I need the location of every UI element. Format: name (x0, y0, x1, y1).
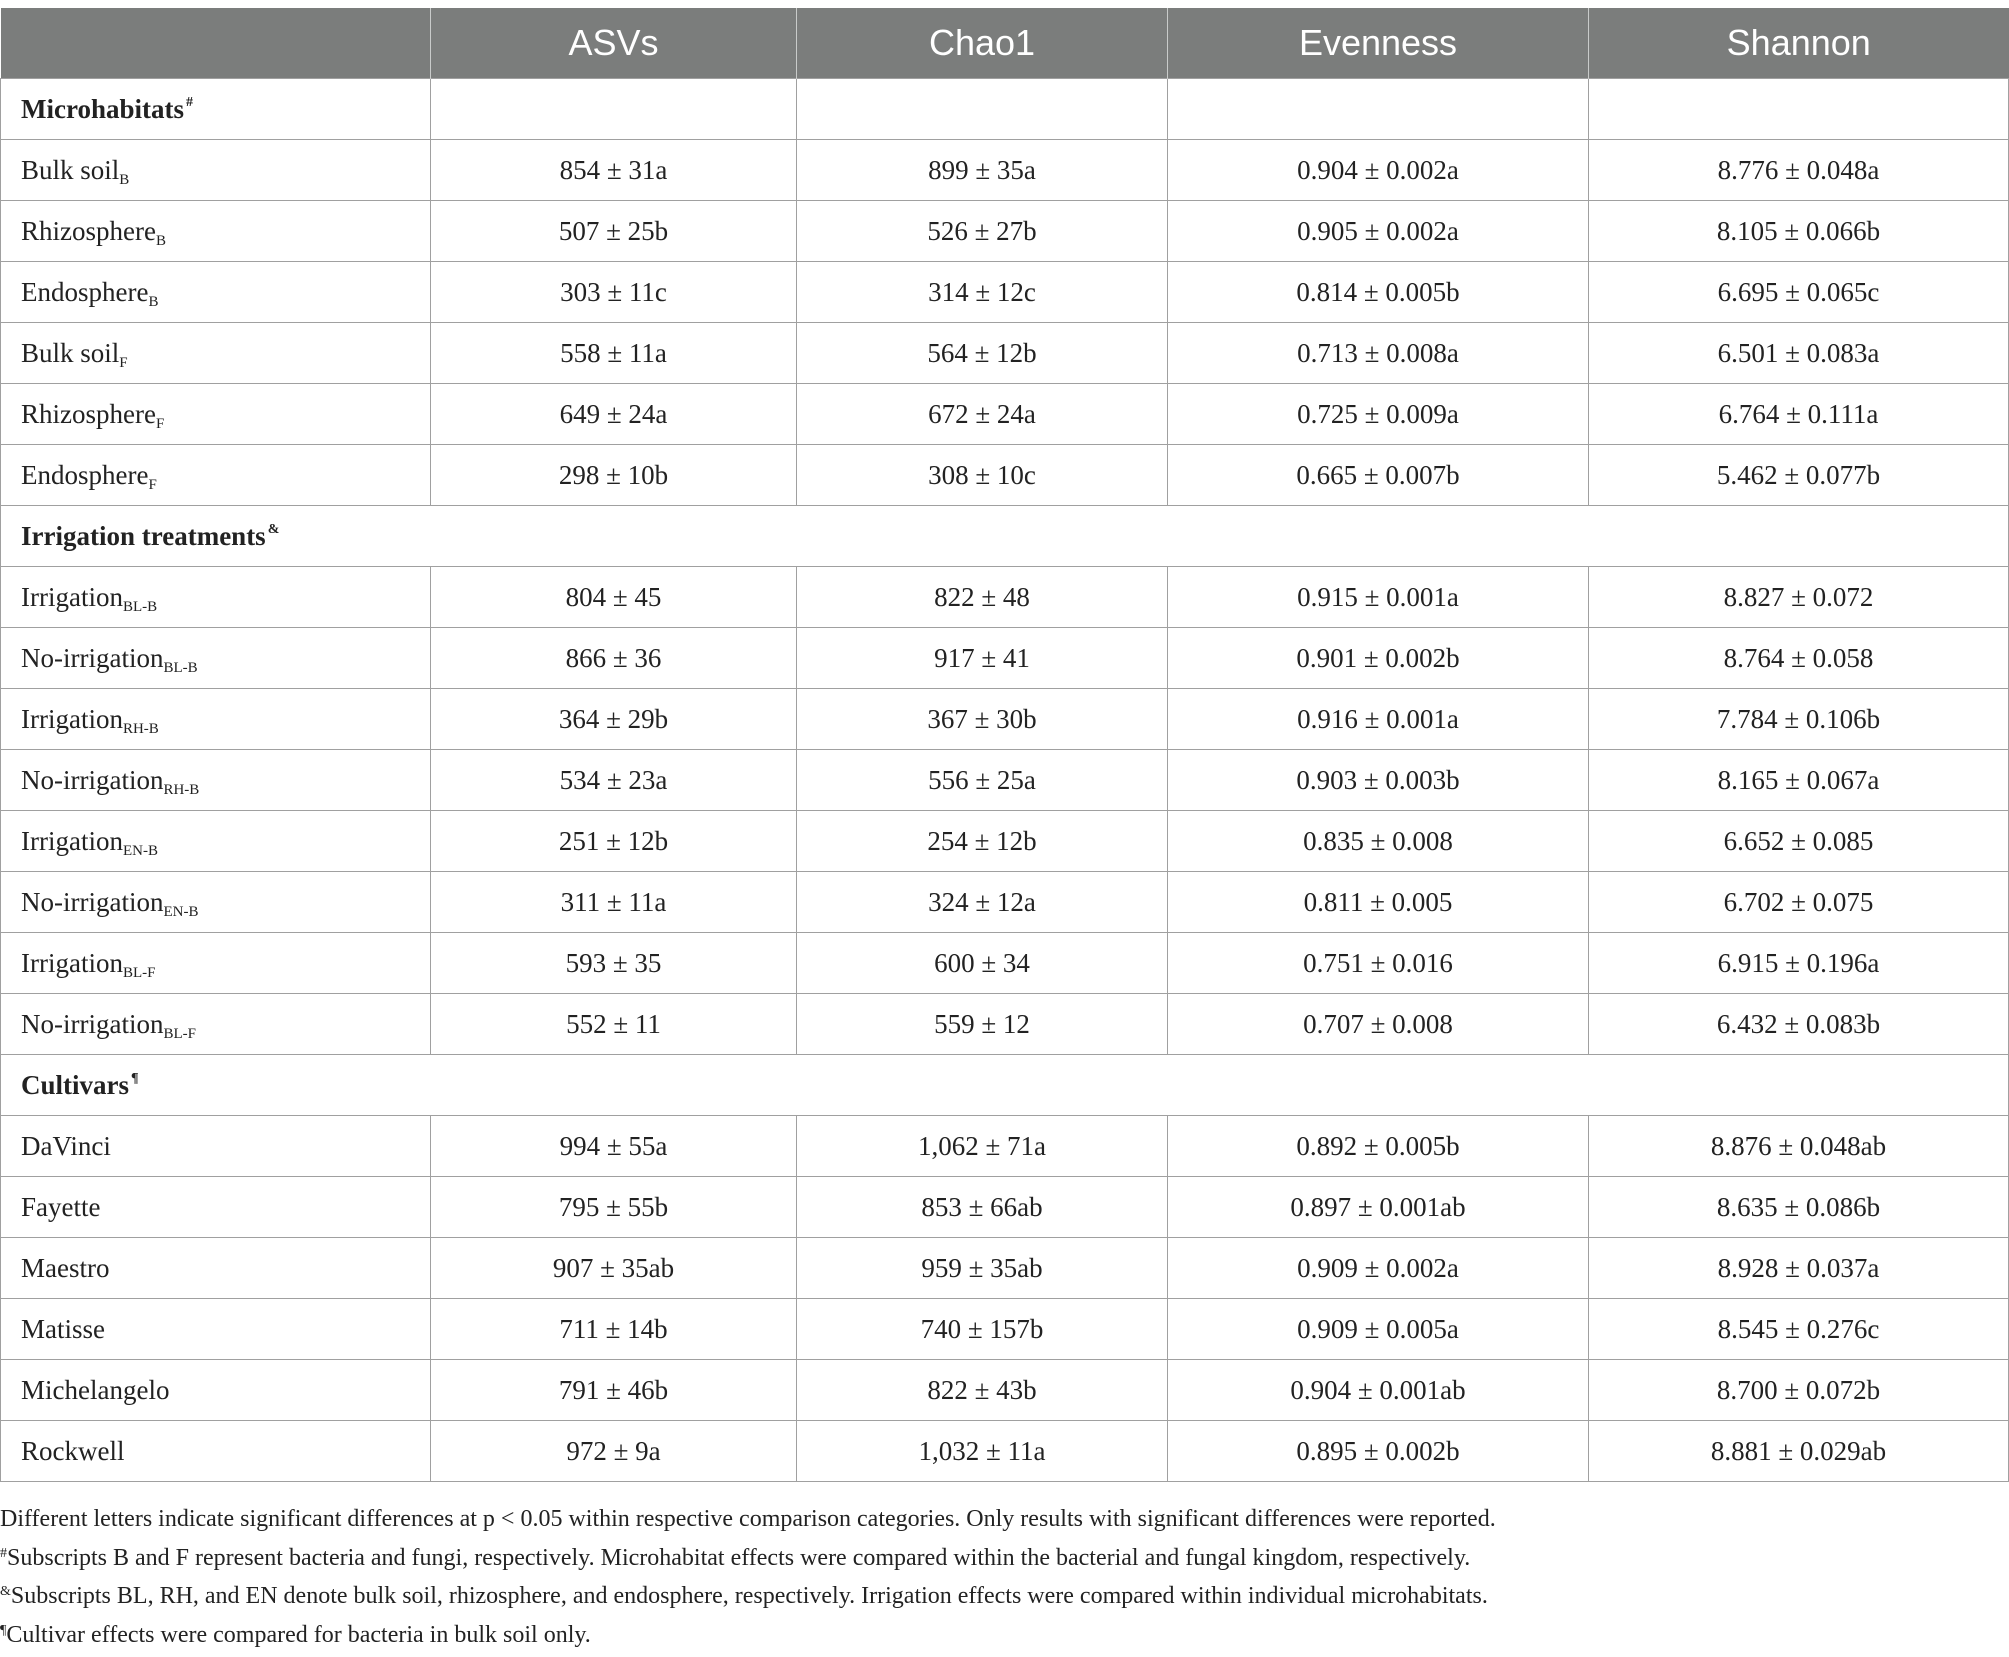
row-label-subscript: F (119, 354, 128, 371)
asvs-value: 711 ± 14b (431, 1299, 797, 1360)
footnote-text: Different letters indicate significant differences at p < 0.05 within respective comparison categories. Only results with significant differences were reported. (0, 1506, 1496, 1532)
evenness-value: 0.814 ± 0.005b (1168, 262, 1589, 323)
evenness-value: 0.901 ± 0.002b (1168, 628, 1589, 689)
asvs-value: 311 ± 11a (431, 872, 797, 933)
empty-cell (797, 79, 1168, 140)
asvs-value: 558 ± 11a (431, 323, 797, 384)
asvs-value: 364 ± 29b (431, 689, 797, 750)
asvs-value: 854 ± 31a (431, 140, 797, 201)
shannon-value: 6.432 ± 0.083b (1589, 994, 2009, 1055)
chao1-value: 314 ± 12c (797, 262, 1168, 323)
shannon-value: 8.876 ± 0.048ab (1589, 1116, 2009, 1177)
row-label (1, 872, 431, 933)
row-label-text: Irrigation (21, 703, 123, 734)
evenness-value: 0.897 ± 0.001ab (1168, 1177, 1589, 1238)
row-label-text: Matisse (21, 1313, 105, 1344)
row-label (1, 1299, 431, 1360)
shannon-value: 7.784 ± 0.106b (1589, 689, 2009, 750)
evenness-value: 0.835 ± 0.008 (1168, 811, 1589, 872)
shannon-value: 6.702 ± 0.075 (1589, 872, 2009, 933)
row-label (1, 262, 431, 323)
evenness-value: 0.811 ± 0.005 (1168, 872, 1589, 933)
chao1-value: 822 ± 48 (797, 567, 1168, 628)
table-row (1, 262, 2009, 323)
row-label (1, 445, 431, 506)
shannon-value: 8.545 ± 0.276c (1589, 1299, 2009, 1360)
section-title-text: Irrigation treatments (21, 520, 266, 551)
row-label (1, 628, 431, 689)
footnote-mark: & (0, 1584, 11, 1599)
table-row (1, 750, 2009, 811)
row-label-subscript: BL-F (122, 964, 156, 981)
shannon-value: 8.928 ± 0.037a (1589, 1238, 2009, 1299)
evenness-value: 0.751 ± 0.016 (1168, 933, 1589, 994)
evenness-value: 0.915 ± 0.001a (1168, 567, 1589, 628)
chao1-value: 254 ± 12b (797, 811, 1168, 872)
evenness-value: 0.892 ± 0.005b (1168, 1116, 1589, 1177)
footnote-text: Subscripts BL, RH, and EN denote bulk soil, rhizosphere, and endosphere, respectively. Irrigation effects were compared within individual microhabitats. (10, 1583, 1488, 1609)
header-cell-chao1: Chao1 (797, 8, 1168, 79)
section-footnote-mark: # (186, 94, 193, 110)
table-footnotes (0, 1500, 2000, 1654)
chao1-value: 526 ± 27b (797, 201, 1168, 262)
footnote-text: Subscripts B and F represent bacteria and fungi, respectively. Microhabitat effects were compared within the bacterial and fungal kingdom, respectively. (7, 1544, 1471, 1571)
table-row (1, 1360, 2009, 1421)
row-label-text: Bulk soil (21, 337, 120, 368)
evenness-value: 0.895 ± 0.002b (1168, 1421, 1589, 1482)
asvs-value: 972 ± 9a (431, 1421, 797, 1482)
table-row (1, 1238, 2009, 1299)
row-label-subscript: B (119, 171, 130, 188)
evenness-value: 0.909 ± 0.005a (1168, 1299, 1589, 1360)
section-title (1, 79, 431, 140)
evenness-value: 0.903 ± 0.003b (1168, 750, 1589, 811)
chao1-value: 564 ± 12b (797, 323, 1168, 384)
chao1-value: 917 ± 41 (797, 628, 1168, 689)
table-row (1, 872, 2009, 933)
row-label (1, 933, 431, 994)
row-label-subscript: BL-F (163, 1025, 196, 1042)
row-label-text: No-irrigation (21, 1008, 164, 1039)
header-cell-evenness: Evenness (1168, 8, 1589, 79)
table-row (1, 445, 2009, 506)
evenness-value: 0.904 ± 0.001ab (1168, 1360, 1589, 1421)
row-label-subscript: EN-B (163, 903, 199, 920)
footnote (0, 1500, 2000, 1539)
alpha-diversity-table (0, 8, 2009, 1482)
row-label-text: Irrigation (21, 581, 123, 612)
shannon-value: 8.776 ± 0.048a (1589, 140, 2009, 201)
asvs-value: 795 ± 55b (431, 1177, 797, 1238)
shannon-value: 8.105 ± 0.066b (1589, 201, 2009, 262)
asvs-value: 298 ± 10b (431, 445, 797, 506)
row-label-subscript: B (155, 232, 166, 249)
shannon-value: 5.462 ± 0.077b (1589, 445, 2009, 506)
chao1-value: 740 ± 157b (797, 1299, 1168, 1360)
row-label (1, 750, 431, 811)
shannon-value: 6.501 ± 0.083a (1589, 323, 2009, 384)
row-label-subscript: B (148, 293, 159, 310)
empty-cell (1168, 79, 1589, 140)
chao1-value: 600 ± 34 (797, 933, 1168, 994)
row-label-text: Michelangelo (21, 1374, 170, 1405)
evenness-value: 0.725 ± 0.009a (1168, 384, 1589, 445)
chao1-value: 1,032 ± 11a (797, 1421, 1168, 1482)
row-label (1, 323, 431, 384)
footnote-text: Cultivar effects were compared for bacteria in bulk soil only. (6, 1621, 591, 1648)
section-title-text: Microhabitats (21, 93, 184, 124)
shannon-value: 8.165 ± 0.067a (1589, 750, 2009, 811)
chao1-value: 853 ± 66ab (797, 1177, 1168, 1238)
asvs-value: 804 ± 45 (431, 567, 797, 628)
row-label-text: Irrigation (21, 825, 123, 856)
table-row (1, 994, 2009, 1055)
table-row (1, 811, 2009, 872)
table-row (1, 628, 2009, 689)
row-label-text: DaVinci (21, 1130, 111, 1161)
chao1-value: 1,062 ± 71a (797, 1116, 1168, 1177)
table-row (1, 1299, 2009, 1360)
row-label-subscript: RH-B (163, 781, 200, 798)
footnote (0, 1616, 2000, 1655)
table-row (1, 1421, 2009, 1482)
table-row (1, 933, 2009, 994)
section-header-row (1, 1055, 2009, 1116)
footnote (0, 1539, 2000, 1578)
section-title-text: Cultivars (21, 1069, 129, 1100)
evenness-value: 0.904 ± 0.002a (1168, 140, 1589, 201)
empty-cell (1589, 79, 2009, 140)
row-label-text: Fayette (21, 1191, 101, 1222)
row-label (1, 1360, 431, 1421)
row-label-subscript: BL-B (122, 598, 158, 615)
header-row (1, 8, 2009, 79)
section-footnote-mark: & (267, 521, 280, 537)
header-cell-label (1, 8, 431, 79)
row-label (1, 567, 431, 628)
row-label-text: Endosphere (21, 459, 149, 490)
table-body (1, 79, 2009, 1482)
row-label-subscript: F (155, 415, 165, 432)
row-label (1, 689, 431, 750)
footnote-mark: # (0, 1545, 7, 1561)
asvs-value: 866 ± 36 (431, 628, 797, 689)
asvs-value: 251 ± 12b (431, 811, 797, 872)
row-label-text: Irrigation (21, 947, 123, 978)
table-row (1, 384, 2009, 445)
section-title (1, 506, 2009, 567)
row-label-subscript: BL-B (163, 659, 198, 676)
row-label-text: No-irrigation (21, 764, 164, 795)
row-label-text: Maestro (21, 1252, 110, 1283)
row-label-text: No-irrigation (21, 642, 164, 673)
evenness-value: 0.713 ± 0.008a (1168, 323, 1589, 384)
footnote (0, 1577, 2000, 1616)
row-label (1, 1421, 431, 1482)
row-label (1, 201, 431, 262)
row-label (1, 1177, 431, 1238)
section-header-row (1, 79, 2009, 140)
empty-cell (431, 79, 797, 140)
header-cell-shannon: Shannon (1589, 8, 2009, 79)
shannon-value: 8.881 ± 0.029ab (1589, 1421, 2009, 1482)
shannon-value: 8.700 ± 0.072b (1589, 1360, 2009, 1421)
chao1-value: 822 ± 43b (797, 1360, 1168, 1421)
chao1-value: 559 ± 12 (797, 994, 1168, 1055)
row-label-text: Bulk soil (21, 154, 120, 185)
chao1-value: 959 ± 35ab (797, 1238, 1168, 1299)
row-label-text: Rockwell (21, 1435, 125, 1466)
row-label (1, 994, 431, 1055)
asvs-value: 507 ± 25b (431, 201, 797, 262)
asvs-value: 907 ± 35ab (431, 1238, 797, 1299)
row-label (1, 384, 431, 445)
evenness-value: 0.916 ± 0.001a (1168, 689, 1589, 750)
evenness-value: 0.707 ± 0.008 (1168, 994, 1589, 1055)
row-label (1, 1238, 431, 1299)
row-label-text: No-irrigation (21, 886, 164, 917)
chao1-value: 899 ± 35a (797, 140, 1168, 201)
asvs-value: 649 ± 24a (431, 384, 797, 445)
shannon-value: 8.635 ± 0.086b (1589, 1177, 2009, 1238)
evenness-value: 0.905 ± 0.002a (1168, 201, 1589, 262)
row-label-subscript: RH-B (122, 720, 159, 737)
table-row (1, 689, 2009, 750)
chao1-value: 324 ± 12a (797, 872, 1168, 933)
data-table-container (0, 8, 2009, 1482)
table-row (1, 323, 2009, 384)
chao1-value: 308 ± 10c (797, 445, 1168, 506)
header-cell-asvs: ASVs (431, 8, 797, 79)
asvs-value: 303 ± 11c (431, 262, 797, 323)
asvs-value: 994 ± 55a (431, 1116, 797, 1177)
footnote-mark: ¶ (0, 1622, 7, 1638)
table-row (1, 1177, 2009, 1238)
asvs-value: 552 ± 11 (431, 994, 797, 1055)
table-row (1, 1116, 2009, 1177)
table-row (1, 201, 2009, 262)
chao1-value: 367 ± 30b (797, 689, 1168, 750)
chao1-value: 556 ± 25a (797, 750, 1168, 811)
section-title (1, 1055, 2009, 1116)
section-footnote-mark: ¶ (131, 1070, 139, 1086)
row-label-text: Endosphere (21, 276, 149, 307)
shannon-value: 8.827 ± 0.072 (1589, 567, 2009, 628)
row-label-text: Rhizosphere (21, 398, 156, 429)
shannon-value: 6.652 ± 0.085 (1589, 811, 2009, 872)
asvs-value: 791 ± 46b (431, 1360, 797, 1421)
shannon-value: 6.915 ± 0.196a (1589, 933, 2009, 994)
section-header-row (1, 506, 2009, 567)
row-label-text: Rhizosphere (21, 215, 156, 246)
asvs-value: 534 ± 23a (431, 750, 797, 811)
evenness-value: 0.665 ± 0.007b (1168, 445, 1589, 506)
row-label-subscript: EN-B (122, 842, 158, 859)
chao1-value: 672 ± 24a (797, 384, 1168, 445)
row-label (1, 1116, 431, 1177)
row-label-subscript: F (148, 476, 157, 493)
evenness-value: 0.909 ± 0.002a (1168, 1238, 1589, 1299)
shannon-value: 6.695 ± 0.065c (1589, 262, 2009, 323)
row-label (1, 811, 431, 872)
shannon-value: 6.764 ± 0.111a (1589, 384, 2009, 445)
asvs-value: 593 ± 35 (431, 933, 797, 994)
table-row (1, 567, 2009, 628)
row-label (1, 140, 431, 201)
shannon-value: 8.764 ± 0.058 (1589, 628, 2009, 689)
table-row (1, 140, 2009, 201)
